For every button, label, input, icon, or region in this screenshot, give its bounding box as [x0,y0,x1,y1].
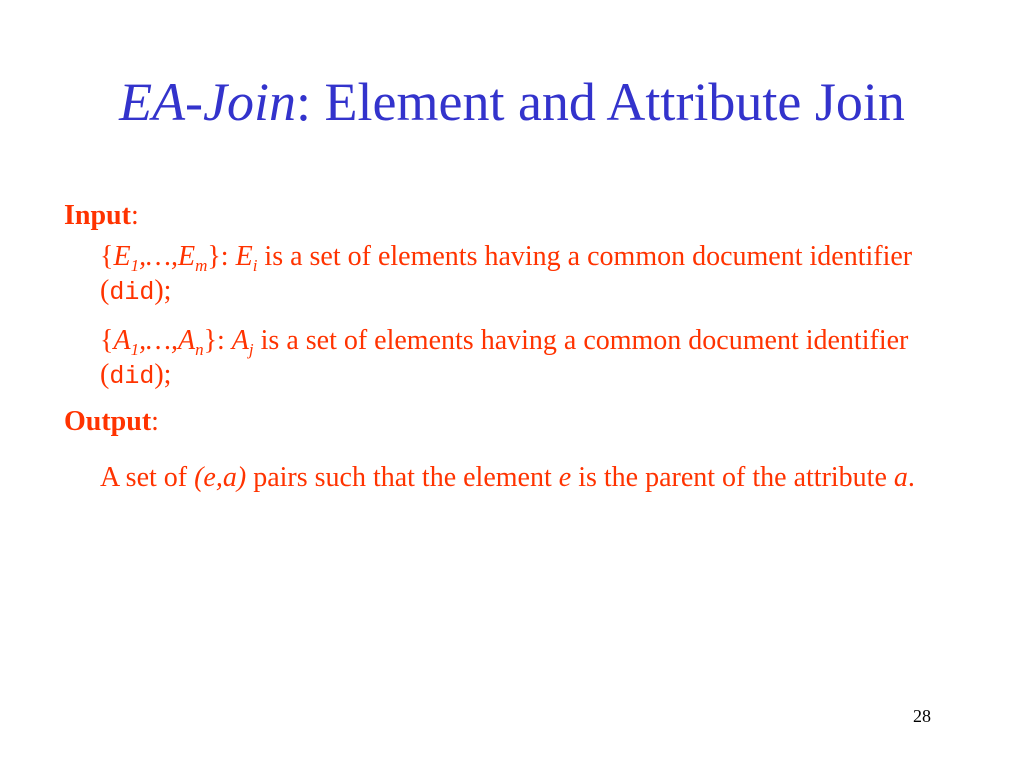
brace-close: }: [207,241,236,272]
sub-1: 1 [130,256,140,275]
elements-description: is a set of elements having a common document identifier ( [100,241,913,306]
var-a: A [177,325,196,356]
var-e: E [177,241,196,272]
brace-open: { [100,325,114,356]
did-code: did [109,362,155,391]
output-item [100,458,984,498]
attributes-description: is a set of elements having a common document identifier ( [100,325,909,390]
output-colon: : [151,406,159,437]
brace-close: }: [203,325,232,356]
input-colon: : [130,200,139,231]
sub-1: 1 [130,340,140,359]
sub-m: m [195,256,208,275]
title-italic: EA-Join [119,72,297,132]
var-e: E [113,241,131,272]
ellipsis: ,…, [139,325,178,356]
output-text-2: pairs such that the element [246,462,559,493]
var-e: e [558,462,572,493]
sub-j: j [248,340,254,359]
input-item-attributes [100,324,984,394]
slide-body [64,196,984,498]
var-a: A [231,325,249,356]
input-item-elements [100,240,984,310]
input-heading [64,196,984,236]
sub-n: n [195,340,204,359]
item-end: ); [154,359,172,390]
pair-ea: (e,a) [194,462,247,493]
var-e: E [235,241,253,272]
slide-title [0,66,1024,138]
output-heading [64,402,984,442]
output-text-1: A set of [100,462,195,493]
input-label: Input [64,200,131,231]
brace-open: { [100,241,114,272]
title-rest: : Element and Attribute Join [296,72,905,132]
output-text-3: is the parent of the attribute [571,462,894,493]
sub-i: i [252,256,258,275]
page-number: 28 [913,706,931,726]
item-end: ); [154,275,172,306]
ellipsis: ,…, [139,241,178,272]
var-a: a [893,462,908,493]
output-text-4: . [907,462,915,493]
did-code: did [109,278,155,307]
output-label: Output [64,406,152,437]
var-a: A [113,325,131,356]
